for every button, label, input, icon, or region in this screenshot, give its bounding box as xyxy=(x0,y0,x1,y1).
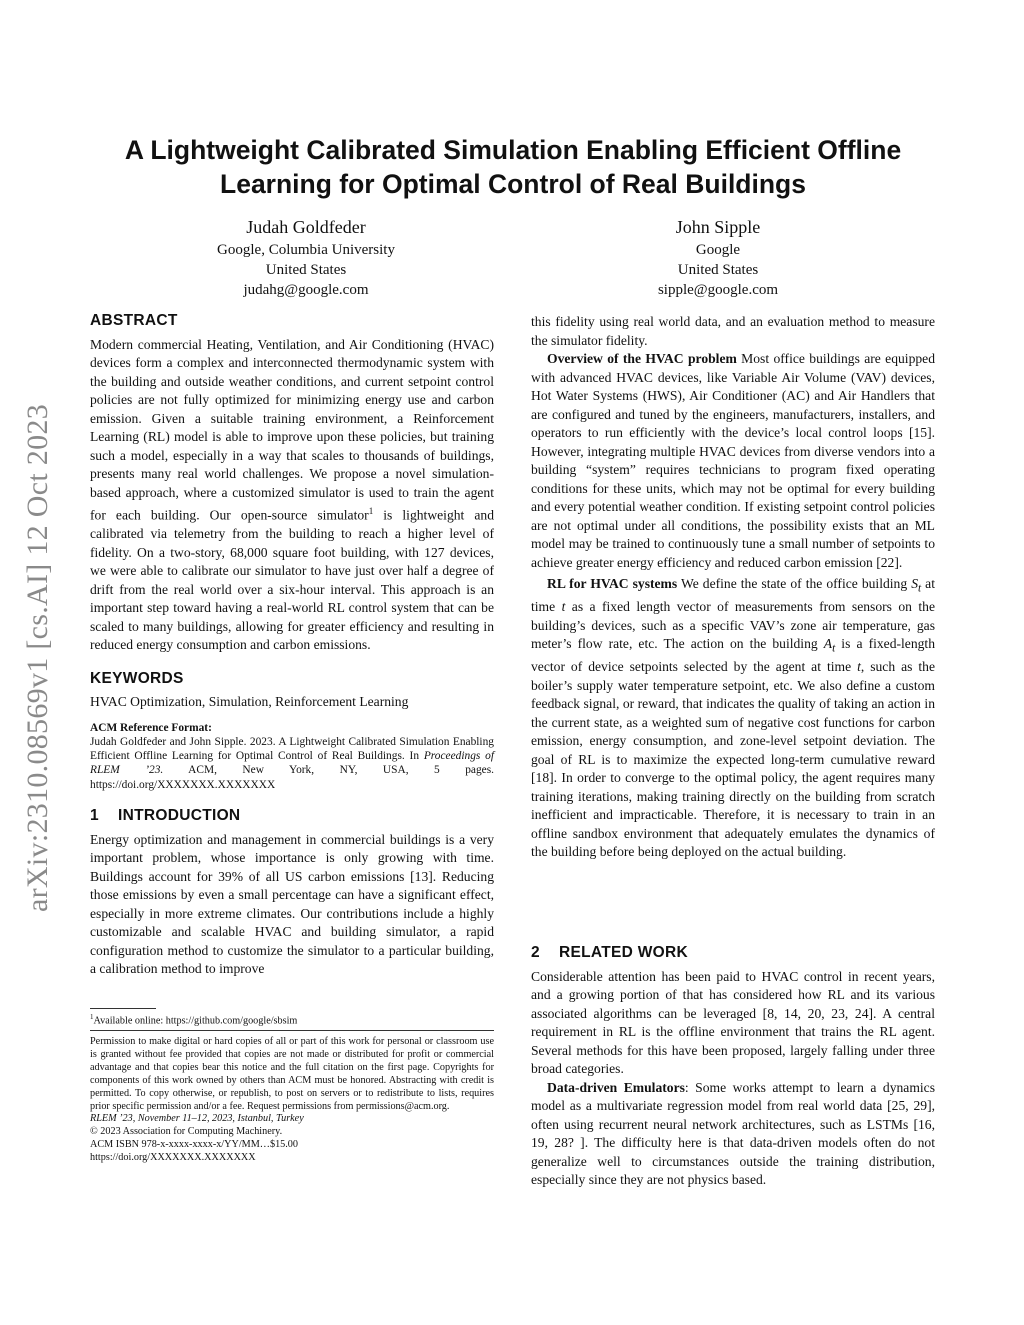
paper-title: A Lightweight Calibrated Simulation Enabling Efficient Offline Learning for Optimal Control of Real Buildings xyxy=(124,135,902,199)
author-affiliation: Google, Columbia University xyxy=(217,242,395,258)
doi-link[interactable]: https://doi.org/XXXXXXX.XXXXXXX xyxy=(90,1152,256,1164)
related-work-text: Considerable attention has been paid to HVAC control in recent years, and a growing portion of that has considered how RL and its various associated algorithms can be leveraged [8, 14, 20, 23, 24]. A central requirement in RL is the offline environment that trains the RL agent. Several methods for this have been proposed, largely falling under three broad categories. xyxy=(531,968,935,1076)
copyright: © 2023 Association for Computing Machinery. xyxy=(90,1126,283,1138)
conference-venue: RLEM ’23, November 11–12, 2023, Istanbul, Turkey xyxy=(90,1113,304,1125)
author-country: United States xyxy=(677,262,759,278)
author-name: Judah Goldfeder xyxy=(246,217,366,237)
introduction-continued: this fidelity using real world data, and an evaluation method to measure the simulator fidelity. xyxy=(531,314,935,348)
acm-reference xyxy=(90,721,494,792)
footnote-text[interactable]: Available online: https://github.com/google/sbsim xyxy=(93,1015,298,1027)
acm-reference-heading: ACM Reference Format: xyxy=(90,721,212,734)
footnote-mark[interactable]: 1 xyxy=(368,506,374,516)
author-country: United States xyxy=(265,262,347,278)
permission-block xyxy=(90,1036,494,1165)
introduction-text: Energy optimization and management in commercial buildings is a very important problem, whose importance is only growing with time. Buildings account for 39% of all US carbon emissions [13]. Reducing those emissions by even a small percentage can have a significant effect, especially in more extreme climates. Our contributions include a highly customizable and scalable HVAC and building simulator, a rapid configuration method to customize the simulator to a particular building, a calibration method to improve xyxy=(90,831,494,977)
author-block-2 xyxy=(558,214,878,300)
rl-paragraph: RL for HVAC systems We define the state of the office building $S_t$ at time t as a fixed length vector of measurements from sensors on the building’s devices, such as a specific VAV’s zone air temperature, gas meter’s flow rate, etc. The action on the building $A_t$ is a fixed-length vector of device setpoints selected by the agent at time t, such as the boiler’s supply water temperature setpoint, etc. We also define a custom feedback signal, or reward, that indicates the quality of taking an action in the current state, as a weighted sum of negative cost functions for carbon emission, energy consumption, and zone-level setpoint deviation. The goal of RL is to maximize the expected long-term cumulative reward [18]. In order to converge to the optimal policy, the agent requires many training iterations, making training directly on the building from scratch inefficient and impracticable. Therefore, it is necessary to train in an offline sandbox environment that adequately emulates the dynamics of the building before being deployed on the actual building. xyxy=(531,576,936,860)
abstract-text: Modern commercial Heating, Ventilation, and Air Conditioning (HVAC) devices form a complex and interconnected thermodynamic system with the building and outside weather conditions, and current setpoint control policies are not fully optimized for minimizing energy use and carbon emission. Given a suitable training environment, a Reinforcement Learning (RL) model is able to improve upon these policies, but training such a model, especially in a way that scales to thousands of buildings, presents many real world challenges. We propose a novel simulation-based approach, where a customized simulator is used to train the agent for each building. Our open-source simulator$^1$ is lightweight and calibrated via telemetry from the building to reach a higher level of fidelity. On a two-story, 68,000 square foot building, with 127 devices, we were able to calibrate our simulator to have just over half a degree of drift from the real world over a six-hour interval. This approach is an important step toward having a real-world RL control system that can be scaled to many buildings, allowing for greater efficiency and resulting in reduced energy consumption and carbon emissions. xyxy=(90,336,495,653)
author-email[interactable]: sipple@google.com xyxy=(657,282,779,298)
author-email[interactable]: judahg@google.com xyxy=(243,282,369,298)
related-work-heading: 2 RELATED WORK xyxy=(531,944,689,961)
left-column xyxy=(90,312,494,979)
rl-heading: RL for HVAC systems xyxy=(547,576,678,591)
isbn: ACM ISBN 978-x-xxxx-xxxx-x/YY/MM…$15.00 xyxy=(90,1139,298,1151)
right-column-bottom xyxy=(531,944,935,1190)
overview-heading: Overview of the HVAC problem xyxy=(547,351,737,366)
emulators-heading: Data-driven Emulators xyxy=(547,1079,685,1095)
author-block-1 xyxy=(146,214,466,300)
permission-rule xyxy=(90,1030,494,1031)
overview-paragraph: Overview of the HVAC problem Most office buildings are equipped with advanced HVAC devices, like Variable Air Volume (VAV) devices, Hot Water Systems (HWS), Air Conditioner (AC) and Air Handlers that are configured and tuned by the engineers, manufacturers, installers, and operators to run efficiently with the device’s local control loops [15]. However, integrating multiple HVAC devices from diverse vendors into a building “system” requires technicians to program fixed operating conditions for these units, which may not be optimal for every building and every potential weather condition. If existing setpoint control policies are not optimal under all conditions, the possibility exists that an ML model may be trained to continuously tune a small number of setpoints to achieve greater energy efficiency and reduced carbon emission [22]. xyxy=(531,351,936,570)
abstract-heading: ABSTRACT xyxy=(90,312,178,329)
author-name: John Sipple xyxy=(675,217,761,237)
arxiv-stamp xyxy=(16,368,60,948)
footnote-rule xyxy=(90,1008,156,1009)
arxiv-id: arXiv:2310.08569v1 [cs.AI] 12 Oct 2023 xyxy=(21,404,54,912)
emulators-paragraph: Data-driven Emulators: Some works attempt to learn a dynamics model as a multivariate regression model from real world data [25, 29], often using recurrent neural network architectures, such as LSTMs [16, 19, 28? ]. The difficulty here is that data-driven models often do not generalize well to circumstances outside the training distribution, especially since they are not physics based. xyxy=(531,1079,936,1187)
right-column-top xyxy=(531,313,935,862)
keywords-heading: KEYWORDS xyxy=(90,669,184,687)
introduction-heading: 1 INTRODUCTION xyxy=(90,807,241,825)
author-affiliation: Google xyxy=(695,242,741,258)
footnote: $^1$Available online: https://github.com/google/sbsim xyxy=(90,1013,298,1027)
permission-text: Permission to make digital or hard copies of all or part of this work for personal or classroom use is granted without fee provided that copies are not made or distributed for profit or commercial advantage and that copies bear this notice and the full citation on the first page. Copyrights for components of this work owned by others than ACM must be honored. Abstracting with credit is permitted. To copy otherwise, or republish, to post on servers or to redistribute to lists, requires prior specific permission and/or a fee. Request permissions from permissions@acm.org. xyxy=(90,1036,494,1112)
keywords-text: HVAC Optimization, Simulation, Reinforcement Learning xyxy=(90,694,409,710)
acm-reference-text: Judah Goldfeder and John Sipple. 2023. A Lightweight Calibrated Simulation Enabling Efficient Offline Learning for Optimal Control of Real Buildings. In Proceedings of RLEM ’23. ACM, New York, NY, USA, 5 pages. https://doi.org/XXXXXXX.XXXXXXX xyxy=(90,735,494,791)
